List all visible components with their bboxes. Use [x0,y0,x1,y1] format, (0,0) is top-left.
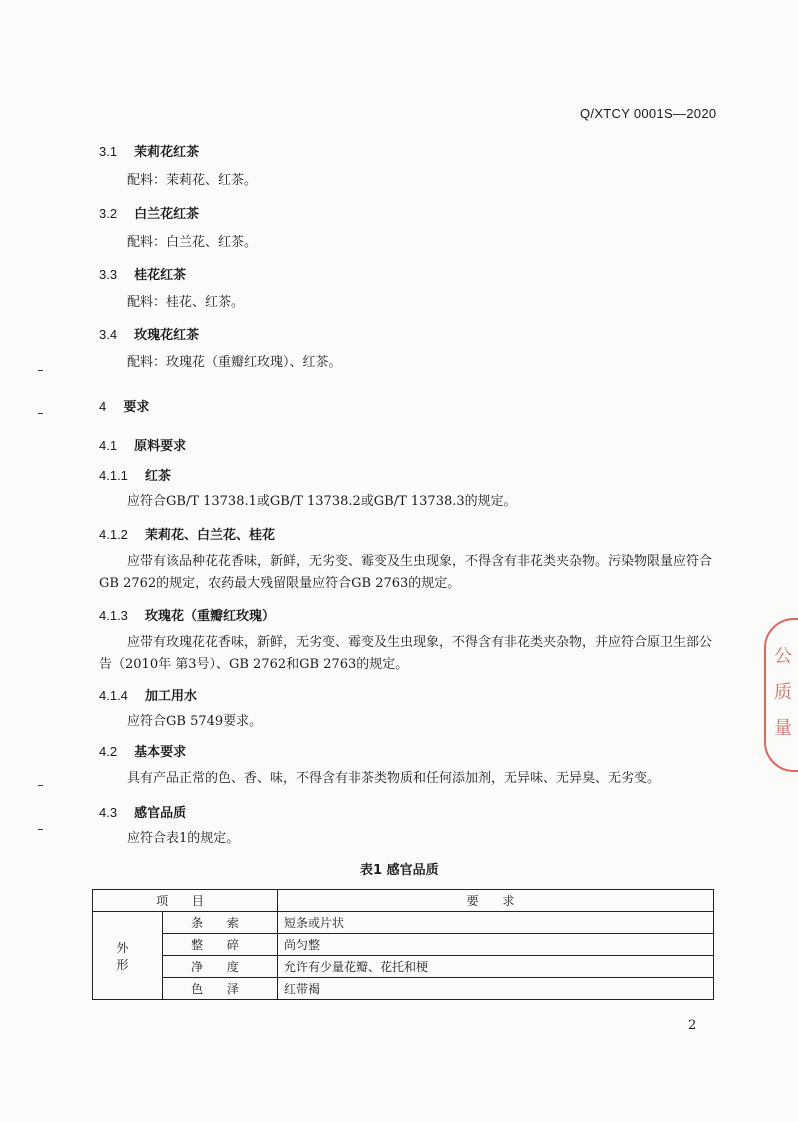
stamp-char: 公 [774,646,792,667]
section-3-3-heading [99,264,186,283]
section-number: 4.1.1 [99,468,128,483]
section-3-4-heading [99,324,199,343]
page-number: 2 [688,1018,697,1033]
table-requirement-cell: 允许有少量花瓣、花托和梗 [278,956,714,978]
section-number: 4.3 [99,805,118,820]
section-4-1-4-text: 应符合GB 5749要求。 [127,714,263,729]
section-4-1-1-heading [99,465,171,484]
section-number: 4 [99,399,107,414]
document-number: Q/XTCY 0001S—2020 [580,106,717,121]
table-header-item: 项 目 [93,890,278,912]
section-title: 原料要求 [134,439,187,454]
stamp-char: 质 [774,682,792,703]
section-4-1-4-heading [99,685,197,704]
table-header-row [93,890,714,912]
table-requirement-cell: 红带褐 [278,978,714,1000]
section-4-1-3-heading [99,605,275,624]
stamp-char: 量 [774,718,792,739]
section-title: 感官品质 [134,806,187,821]
table-row [93,912,714,934]
table-item-cell: 色 泽 [163,978,278,1000]
sensory-quality-table [92,889,714,1000]
table-requirement-cell: 尚匀整 [278,934,714,956]
section-4-1-1-text: 应符合GB/T 13738.1或GB/T 13738.2或GB/T 13738.3的规定。 [127,494,517,509]
section-number: 3.2 [99,206,118,221]
red-seal-stamp [764,618,798,772]
table-requirement-cell: 短条或片状 [278,912,714,934]
section-3-3-text: 配料：桂花、红茶。 [127,295,245,310]
table-row [93,956,714,978]
section-title: 白兰花红茶 [134,207,200,222]
table-row [93,934,714,956]
section-4-1-2-heading [99,524,275,543]
section-number: 4.2 [99,744,118,759]
section-title: 茉莉花红茶 [134,145,200,160]
section-4-1-3-text: 应带有玫瑰花花香味，新鲜，无劣变、霉变及生虫现象，不得含有非花类夹杂物，并应符合原卫生部公告（2010年 第3号）、GB 2762和GB 2763的规定。 [99,635,713,672]
section-title: 玫瑰花（重瓣红玫瑰） [145,609,276,624]
section-number: 4.1 [99,438,118,453]
section-4-1-2-text: 应带有该品种花花香味，新鲜，无劣变、霉变及生虫现象，不得含有非花类夹杂物。污染物限量应符合GB 2762的规定，农药最大残留限量应符合GB 2763的规定。 [99,554,713,591]
section-4-2-text: 具有产品正常的色、香、味，不得含有非茶类物质和任何添加剂，无异味、无异臭、无劣变。 [127,771,661,786]
section-title: 加工用水 [145,689,198,704]
table-group-cell: 外 形 [93,912,163,1000]
section-4-3-heading [99,802,186,821]
table-header-requirement: 要 求 [278,890,714,912]
table-item-cell: 条 索 [163,912,278,934]
section-title: 玫瑰花红茶 [134,328,200,343]
margin-mark [38,413,43,414]
section-title: 桂花红茶 [134,268,187,283]
section-3-4-text: 配料：玫瑰花（重瓣红玫瑰）、红茶。 [127,355,342,370]
section-number: 4.1.4 [99,688,128,703]
section-4-2-heading [99,741,186,760]
section-title: 要求 [123,400,150,415]
section-3-1-heading [99,141,199,160]
margin-mark [38,785,43,786]
section-3-2-heading [99,203,199,222]
section-4-1-heading [99,435,186,454]
section-number: 3.3 [99,267,118,282]
section-number: 4.1.3 [99,608,128,623]
section-number: 3.1 [99,144,118,159]
section-3-2-text: 配料：白兰花、红茶。 [127,235,258,250]
table-item-cell: 净 度 [163,956,278,978]
margin-mark [38,829,43,830]
margin-mark [38,370,43,371]
table-item-cell: 整 碎 [163,934,278,956]
table-caption: 表1 感官品质 [360,863,439,878]
section-number: 4.1.2 [99,527,128,542]
section-4-3-text: 应符合表1的规定。 [127,831,240,846]
table-row [93,978,714,1000]
section-title: 茉莉花、白兰花、桂花 [145,528,276,543]
section-number: 3.4 [99,327,118,342]
section-3-1-text: 配料：茉莉花、红茶。 [127,173,258,188]
section-4-heading [99,396,149,415]
section-title: 基本要求 [134,745,187,760]
section-title: 红茶 [145,469,172,484]
